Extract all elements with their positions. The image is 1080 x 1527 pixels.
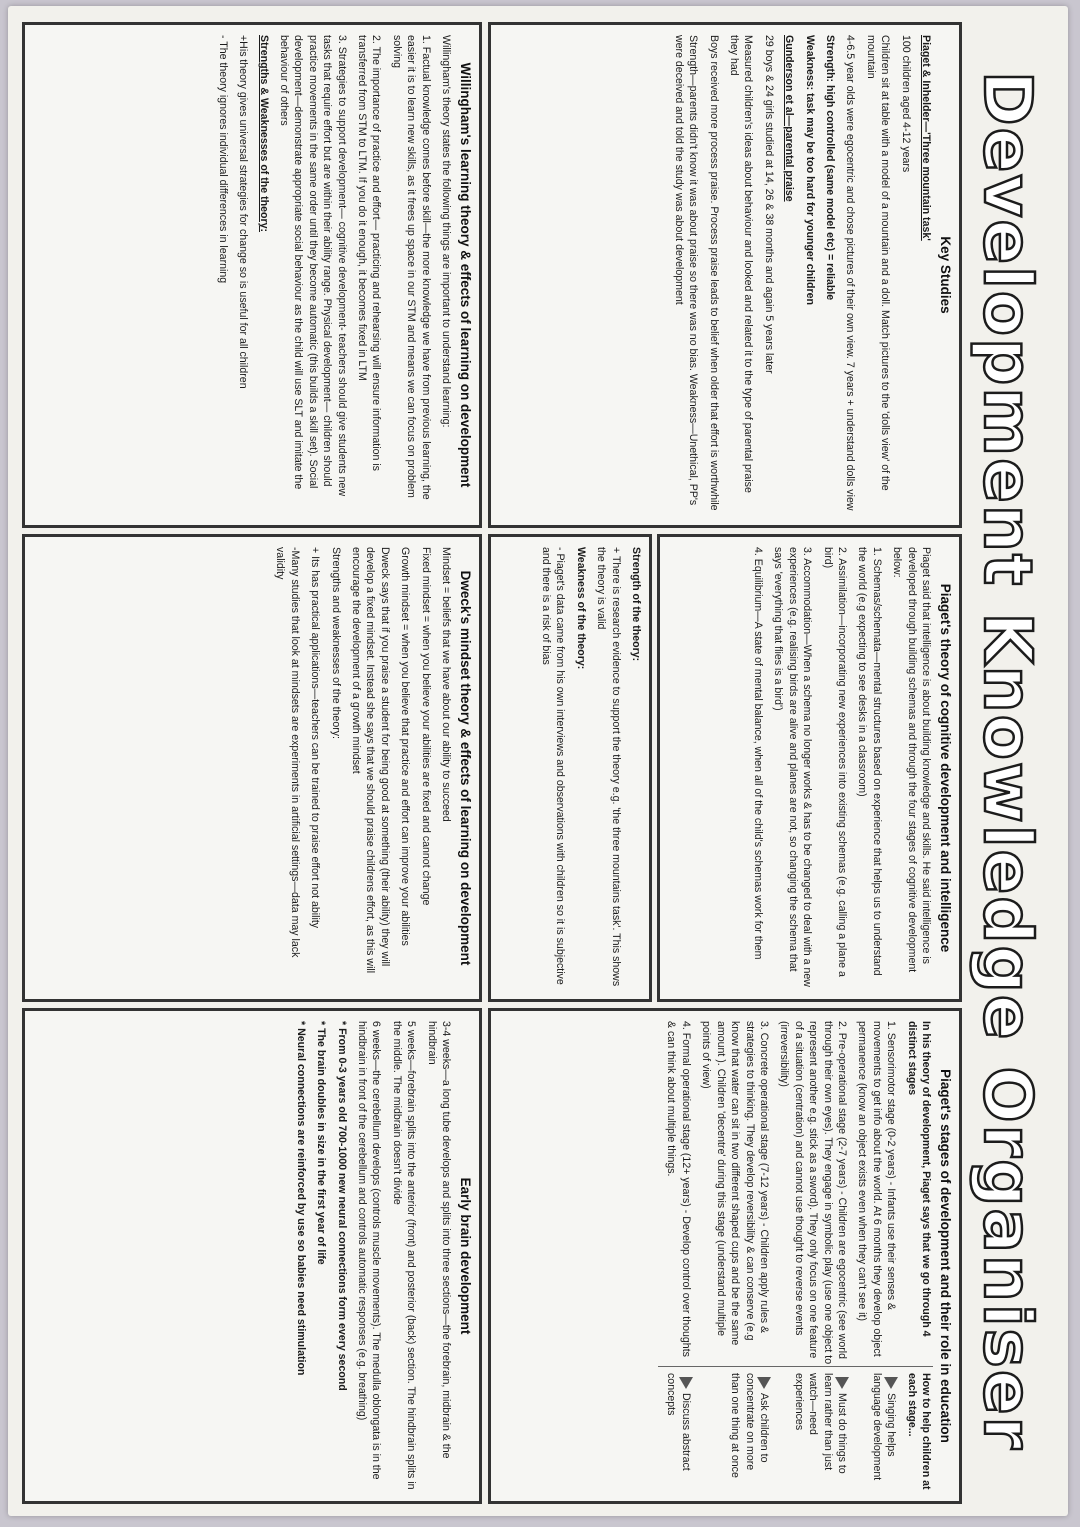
help-heading: How to help children at each stage...: [905, 1373, 932, 1490]
brain-box: [22, 1008, 482, 1504]
brain-item: * From 0-3 years old 700-1000 new neural connections form every second: [335, 1021, 348, 1391]
study-line: 4-6.5 year olds were egocentric and chose pictures of their own view. 7 years + understand dolls view: [844, 35, 857, 511]
stage-help: Singing helps language development: [870, 1373, 898, 1481]
piaget-cognitive-item: 4. Equilibrium—A state of mental balance, when all of the child's schemas work for them: [751, 547, 764, 960]
gunderson-study-heading: Gunderson et al—parental praise: [783, 35, 796, 202]
study-line: Measured children's ideas about behaviour and looked and related it to the type of parental praise they had: [727, 35, 755, 493]
willingham-point: 3. Strategies to support development— cognitive development- teachers should give students new tasks that require effort but are within their ability range. Physical development— children should practice movements in the same order until they become automatic (this builds a skill set). Social development—demonstrate appropriate social behaviour as the child will use SLT and imitate the behaviour of others: [277, 35, 348, 497]
brain-item: 3-4 weeks—a long tube develops and splits into three sections—the forebrain, midbrain & the hindbrain: [425, 1021, 452, 1459]
study-line: Strength—parents didn't know it was about praise so there was no bias. Weakness—Unethical, PP's were deceived and told the study was about development: [672, 35, 700, 506]
stage-text: 4. Formal operational stage (12+ years) - Develop control over thoughts & can think about multiple things.: [665, 1021, 692, 1357]
study-line: 29 boys & 24 girls studied at 14, 26 & 38 months and again 5 years later: [762, 35, 775, 374]
rotated-poster: [18, 16, 1048, 1506]
key-studies-box: [488, 22, 962, 528]
dweck-weakness: -Many studies that look at mindsets are experiments in artificial settings—data may lack validity: [274, 547, 301, 958]
stage-text: 1. Sensorimotor stage (0-2 years) - Infants use their senses & movements to get info about the world. At 6 months they develop object permanence (know an object exists even when they can't see it): [856, 1021, 898, 1357]
stages-intro: In his theory of development, Piaget says that we go through 4 distinct stages: [905, 1021, 932, 1337]
brain-item: 5 weeks—forebrain splits into the anterior (front) and posterior (back) section. The hindbrain splits in the middle. The midbrain doesn't divide: [390, 1021, 418, 1490]
willingham-title: Willingham's learning theory & effects of learning on development: [458, 62, 473, 488]
page-title: Development Knowledge Organiser: [969, 70, 1046, 1452]
study-line: 100 children aged 4-12 years: [899, 35, 912, 173]
dweck-growth: Growth mindset = when you believe that practice and effort can improve your abilities: [399, 547, 412, 946]
brain-item: 6 weeks—the cerebellum develops (controls muscle movements). The medulla oblongata is in the hindbrain in front of the cerebellum and controls automatic responses (e.g. breathing): [355, 1021, 383, 1480]
willingham-sw-title: Strengths & Weaknesses of the theory:: [257, 35, 270, 233]
stage-help: Must do things to learn rather than just watch—need experiences: [792, 1373, 848, 1474]
piaget-cognitive-title: Piaget's theory of cognitive development and intelligence: [938, 583, 953, 953]
study-strength: Strength: high controlled (same model etc) = reliable: [823, 35, 836, 301]
study-line: Children sit at table with a model of a mountain and a doll. Match pictures to the 'dolls view' of the mountain: [864, 35, 892, 491]
brain-title: Early brain development: [458, 1177, 473, 1335]
willingham-point: 1. Factual knowledge comes before skill—the more knowledge we have from previous learning, the easier it is to learn new skills, as it frees up space in our STM and means we can focus on problem solving: [390, 35, 432, 500]
willingham-strength: +His theory gives universal strategies for change so is useful for all children: [237, 35, 250, 389]
dweck-praise: Dweck says that if you praise a student for being good at something (their ability) they will develop a fixed mindset. Instead she says that we should praise childrens effort, as this will encourage the development of a growth mindset: [349, 547, 391, 974]
piaget-cognitive-intro: Piaget said that intelligence is about building knowledge and skills. He said intelligence is developed through building schemas and through the four stages of cognitive development below:: [891, 547, 932, 973]
stage-help: Ask children to concentrate on more than one thing at once: [729, 1373, 770, 1478]
study-line: Boys received more process praise. Process praise leads to belief when older that effort is worthwhile: [707, 35, 720, 511]
willingham-box: [22, 22, 482, 528]
strength-text: + There is research evidence to support the theory e.g. 'the three mountains task'. This shows the theory is valid: [595, 547, 622, 987]
dweck-strength: + Its has practical applications—teachers can be trained to praise effort not ability: [309, 547, 322, 929]
key-studies-title: Key Studies: [938, 236, 953, 314]
arrow-icon: [757, 1377, 771, 1389]
stage-text: 3. Concrete operational stage (7-12 years) - Children apply rules & strategies to thinking. They develop reversibility & can conserve (e.g know that water can sit in two different shaped cups and be the same amount ). Children 'decentre' during this stage (understand multiple points of view): [700, 1021, 770, 1346]
dweck-fixed: Fixed mindset = when you believe your abilities are fixed and cannot change: [419, 547, 432, 906]
piaget-cognitive-item: 3. Accommodation—When a schema no longer works & has to be changed to deal with a new experiences (e.g. realising birds are alive and planes are not, so changing the schema that says 'everything that flies is a bird'): [772, 547, 814, 987]
study-weakness: Weakness: task may be too hard for younger children: [803, 35, 816, 306]
arrow-icon: [835, 1377, 849, 1389]
dweck-box: [22, 534, 482, 1002]
piaget-cognitive-item: 1. Schemas/schemata—mental structures based on experience that helps us to understand the world (e.g expecting to see desks in a classroom): [856, 547, 883, 976]
willingham-point: 2. The importance of practice and effort— practicing and rehearsing will ensure information is transferred from STM to LTM. If you do it enough, it becomes fixed in LTM: [355, 35, 383, 471]
brain-item: * The brain doubles in size in the first year of life: [315, 1021, 328, 1265]
stage-text: 2. Pre-operational stage (2-7 years) - Children are egocentric (see world through their own eyes). They engage in symbolic play (use one object to represent another e.g. stick as a sword). They only focus on one feature of a situation (centration) and cannot use thought to reverse events (irreversibility): [778, 1021, 848, 1365]
dweck-title: Dweck's mindset theory & effects of learning on development: [458, 570, 473, 966]
willingham-intro: Willingham's theory states the following things are important to understand learning:: [440, 35, 452, 428]
piaget-cognitive-box: [657, 534, 962, 1002]
piaget-stages-box: [488, 1008, 962, 1504]
weakness-title: Weakness of the theory:: [574, 547, 587, 670]
piaget-evaluation-box: [488, 534, 652, 1002]
brain-item: * Neural connections are reinforced by use so babies need stimulation: [294, 1021, 307, 1376]
weakness-text: - Piaget's data came from his own interviews and observations with children so it is subjective and there is a risk of bias: [539, 547, 567, 985]
stage-help: Discuss abstract concepts: [665, 1373, 692, 1471]
arrow-icon: [884, 1377, 898, 1389]
dweck-mindset: Mindset = beliefs that we have about our ability to succeed: [440, 547, 452, 822]
dweck-sw-title: Strengths and weaknesses of the theory:: [329, 547, 342, 739]
document-page: [8, 6, 1068, 1516]
strength-title: Strength of the theory:: [630, 547, 642, 662]
piaget-cognitive-item: 2. Assimilation—incorporating new experiences into existing schemas (e.g. calling a plane a bird): [821, 547, 848, 977]
piaget-stages-title: Piaget's stages of development and their role in education: [938, 1069, 953, 1443]
arrow-icon: [679, 1377, 693, 1389]
piaget-study-heading: Piaget & Inhelder—'Three mountain task': [920, 35, 932, 241]
willingham-weakness: - The theory ignores individual differences in learning: [216, 35, 229, 284]
